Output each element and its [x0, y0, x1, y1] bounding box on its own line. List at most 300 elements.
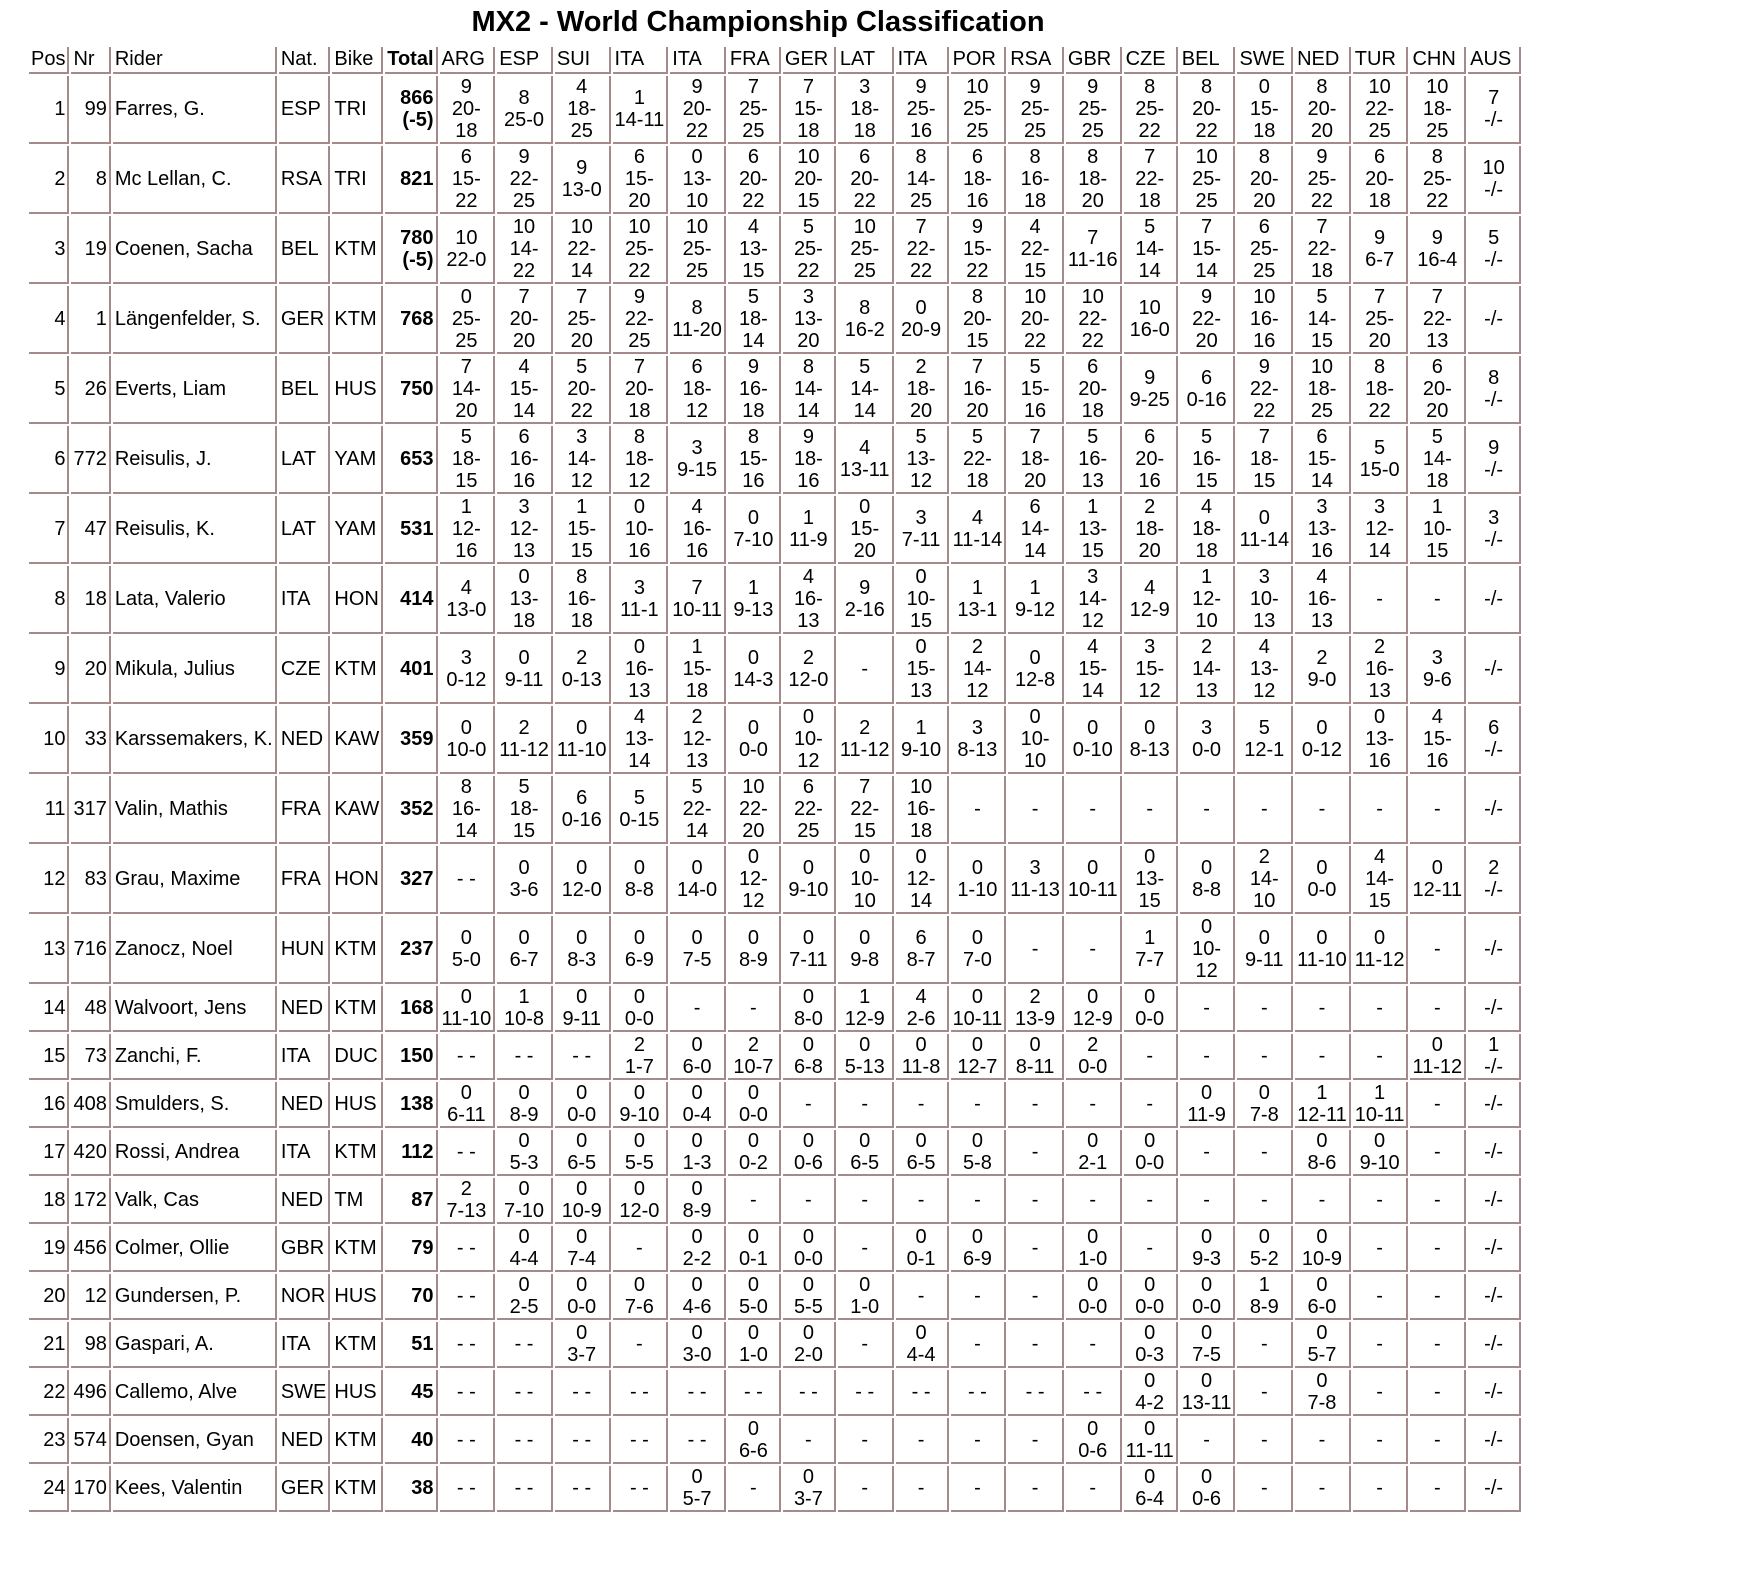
- cell-race-result: [1410, 1322, 1466, 1368]
- race-result-line: 25: [1426, 120, 1449, 142]
- race-result-line: 7-13: [446, 1200, 487, 1222]
- race-result-line: 18-: [624, 448, 654, 470]
- race-result-line: 20-: [1135, 448, 1165, 470]
- race-result-line: 4-4: [509, 1248, 539, 1270]
- race-result-line: 7: [1258, 426, 1270, 448]
- cell-race-result: [728, 986, 781, 1032]
- race-result-line: 5: [691, 776, 703, 798]
- race-result-line: -: [861, 1477, 869, 1499]
- race-result-line: 22: [742, 190, 765, 212]
- race-result-line: -: [861, 1237, 869, 1259]
- race-result-line: -: [1433, 1093, 1441, 1115]
- race-result-line: -: [1031, 1141, 1039, 1163]
- race-result-line: 7: [1144, 146, 1156, 168]
- cell-race-result: [1295, 146, 1351, 214]
- race-result-line: 10-0: [446, 739, 487, 761]
- race-result-line: 22: [628, 260, 651, 282]
- race-result-line: 5-7: [682, 1488, 712, 1510]
- race-result-line: 0: [1144, 1418, 1156, 1440]
- race-result-line: 6: [691, 356, 703, 378]
- cell-race-result: [497, 1178, 553, 1224]
- cell-nat: ITA: [279, 1130, 331, 1176]
- race-result-line: 6: [1258, 216, 1270, 238]
- race-result-line: 1: [460, 496, 472, 518]
- race-result-line: 22: [853, 190, 876, 212]
- cell-rider: Gaspari, A.: [113, 1322, 277, 1368]
- race-result-line: -: [636, 1333, 643, 1355]
- cell-race-result: [783, 1082, 836, 1128]
- race-result-line: 10-: [793, 728, 823, 750]
- cell-race-result: [670, 1226, 726, 1272]
- race-result-line: 13: [628, 680, 651, 702]
- cell-race-result: [555, 1418, 611, 1464]
- cell-race-result: [613, 146, 669, 214]
- cell-race-result: [728, 776, 781, 844]
- cell-race-result: [783, 986, 836, 1032]
- cell-race-result: [896, 1418, 949, 1464]
- cell-race-result: [1124, 1034, 1178, 1080]
- cell-race-result: [497, 216, 553, 284]
- cell-race-result: [896, 1130, 949, 1176]
- cell-race-result: [728, 1082, 781, 1128]
- race-result-line: 10: [853, 216, 876, 238]
- cell-race-result: [1066, 1370, 1122, 1416]
- cell-race-result: [838, 1034, 894, 1080]
- cell-nat: RSA: [279, 146, 331, 214]
- race-result-line: 0: [518, 927, 530, 949]
- race-result-line: -/-: [1484, 997, 1504, 1019]
- cell-total: 79: [385, 1226, 437, 1272]
- race-result-line: 18: [1368, 190, 1391, 212]
- race-result-line: 25: [1023, 120, 1047, 142]
- cell-race-result: [783, 76, 836, 144]
- cell-race-result: [1124, 1082, 1178, 1128]
- race-result-line: 25: [1368, 120, 1391, 142]
- cell-race-result: [838, 1226, 894, 1272]
- race-result-line: 12-: [1192, 588, 1222, 610]
- race-result-line: 14-: [1365, 868, 1395, 890]
- race-result-line: 0: [1201, 1466, 1213, 1488]
- race-result-line: 5-8: [962, 1152, 992, 1174]
- cell-race-result: [1295, 1226, 1351, 1272]
- race-result-line: 14: [909, 890, 933, 912]
- race-result-line: 0: [691, 1178, 703, 1200]
- cell-race-result: [1468, 356, 1521, 424]
- cell-race-result: [670, 1178, 726, 1224]
- race-result-line: 12-: [906, 868, 936, 890]
- cell-nr: 574: [71, 1418, 110, 1464]
- race-result-line: 4: [1316, 566, 1328, 588]
- race-result-line: 4: [518, 356, 530, 378]
- race-result-line: - -: [572, 1381, 592, 1403]
- race-result-line: 14-: [1192, 658, 1222, 680]
- race-result-line: 16-: [793, 588, 823, 610]
- race-result-line: -: [1260, 1381, 1268, 1403]
- cell-race-result: [1353, 846, 1409, 914]
- race-result-line: 0: [576, 1322, 588, 1344]
- cell-race-result: [1295, 1370, 1351, 1416]
- race-result-line: -: [917, 1189, 925, 1211]
- race-result-line: 15: [570, 540, 593, 562]
- race-result-line: 3: [633, 577, 645, 599]
- race-result-line: - -: [514, 1045, 534, 1067]
- race-result-line: -: [1203, 1189, 1210, 1211]
- race-result-line: -/-: [1484, 1285, 1504, 1307]
- cell-race-result: [440, 496, 496, 564]
- race-result-line: -: [1318, 798, 1326, 820]
- cell-race-result: [1295, 1322, 1351, 1368]
- race-result-line: 25: [455, 330, 478, 352]
- column-header-race-por: POR: [951, 47, 1007, 74]
- race-result-line: 16: [455, 540, 478, 562]
- race-result-line: 22-: [1192, 308, 1222, 330]
- race-result-line: - -: [456, 1045, 476, 1067]
- cell-bike: TM: [332, 1178, 383, 1224]
- race-result-line: 12: [685, 400, 709, 422]
- cell-race-result: [497, 1418, 553, 1464]
- race-result-line: 0: [1029, 706, 1041, 728]
- cell-race-result: [728, 496, 781, 564]
- cell-race-result: [838, 846, 894, 914]
- race-result-line: 0: [691, 857, 703, 879]
- table-row: [29, 1322, 1521, 1368]
- race-result-line: 14: [742, 330, 765, 352]
- race-result-line: 6-5: [567, 1152, 597, 1174]
- cell-race-result: [497, 1370, 553, 1416]
- race-result-line: 20: [628, 190, 651, 212]
- cell-nr: 33: [71, 706, 110, 774]
- race-result-line: 0: [971, 927, 983, 949]
- race-result-line: 9-15: [677, 459, 718, 481]
- race-result-line: 7: [1488, 87, 1500, 109]
- race-result-line: 14-: [509, 238, 539, 260]
- race-result-line: 8: [1144, 76, 1156, 98]
- cell-rider: Zanocz, Noel: [113, 916, 277, 984]
- race-result-line: 0: [1087, 986, 1099, 1008]
- race-result-line: 10-: [1422, 518, 1452, 540]
- cell-total: 750: [385, 356, 437, 424]
- race-result-line: - -: [456, 1429, 476, 1451]
- race-result-line: -: [1433, 1429, 1441, 1451]
- cell-race-result: [555, 846, 611, 914]
- cell-race-result: [497, 496, 553, 564]
- cell-race-result: [896, 1322, 949, 1368]
- cell-bike: KTM: [332, 1130, 383, 1176]
- race-result-line: 3: [1029, 857, 1041, 879]
- cell-bike: KTM: [332, 1466, 383, 1512]
- cell-race-result: [1295, 1466, 1351, 1512]
- race-result-line: - -: [572, 1429, 592, 1451]
- cell-race-result: [497, 776, 553, 844]
- race-result-line: 4: [1258, 636, 1270, 658]
- cell-race-result: [838, 1082, 894, 1128]
- race-result-line: 20-: [1307, 98, 1337, 120]
- race-result-line: 25: [797, 820, 820, 842]
- race-result-line: 2: [1029, 986, 1041, 1008]
- race-result-line: 16-: [682, 518, 712, 540]
- cell-race-result: [1066, 566, 1122, 634]
- race-result-line: 15-: [567, 518, 597, 540]
- race-result-line: - -: [456, 1477, 476, 1499]
- cell-race-result: [1066, 76, 1122, 144]
- race-result-line: 7: [691, 577, 703, 599]
- column-header-race-ger: GER: [783, 47, 836, 74]
- race-result-line: 15-: [1135, 658, 1165, 680]
- cell-race-result: [670, 286, 726, 354]
- cell-race-result: [838, 286, 894, 354]
- cell-race-result: [783, 426, 836, 494]
- race-result-line: 0-13: [561, 669, 602, 691]
- race-result-line: 22: [966, 260, 989, 282]
- cell-race-result: [1124, 776, 1178, 844]
- race-result-line: -: [1376, 1237, 1383, 1259]
- cell-race-result: [1410, 566, 1466, 634]
- cell-race-result: [1066, 146, 1122, 214]
- cell-race-result: [1353, 1322, 1409, 1368]
- cell-race-result: [1237, 1466, 1293, 1512]
- race-result-line: 14-: [567, 448, 597, 470]
- race-result-line: -: [1260, 1477, 1268, 1499]
- race-result-line: 15: [1023, 260, 1047, 282]
- race-result-line: 0-0: [1192, 1296, 1222, 1318]
- race-result-line: 13-: [1135, 868, 1165, 890]
- cell-race-result: [1180, 1034, 1236, 1080]
- race-result-line: -: [750, 1189, 757, 1211]
- race-result-line: 7: [1087, 227, 1099, 249]
- race-result-line: 18-: [1365, 378, 1395, 400]
- race-result-line: 9-10: [619, 1104, 660, 1126]
- cell-total: 87: [385, 1178, 437, 1224]
- cell-race-result: [555, 1082, 611, 1128]
- race-result-line: 13-: [738, 238, 768, 260]
- race-result-line: 0-6: [1078, 1440, 1108, 1462]
- race-result-line: 7: [747, 76, 759, 98]
- cell-race-result: [497, 1130, 553, 1176]
- race-result-line: 10-9: [561, 1200, 602, 1222]
- race-result-line: 20: [1138, 540, 1161, 562]
- cell-race-result: [1295, 1274, 1351, 1320]
- race-result-line: 25-: [906, 98, 936, 120]
- cell-race-result: [728, 1418, 781, 1464]
- cell-bike: KTM: [332, 216, 383, 284]
- race-result-line: 0: [1316, 1130, 1328, 1152]
- cell-race-result: [613, 986, 669, 1032]
- cell-race-result: [670, 146, 726, 214]
- cell-bike: KTM: [332, 1322, 383, 1368]
- cell-nr: 317: [71, 776, 110, 844]
- race-result-line: 7: [802, 76, 814, 98]
- race-result-line: 4-2: [1135, 1392, 1165, 1414]
- race-result-line: 0-0: [1307, 879, 1337, 901]
- race-result-line: 2: [633, 1034, 645, 1056]
- race-result-line: 0: [691, 927, 703, 949]
- race-result-line: 14-: [962, 658, 992, 680]
- race-result-line: 18-: [906, 378, 936, 400]
- cell-race-result: [613, 1322, 669, 1368]
- table-row: [29, 566, 1521, 634]
- cell-race-result: [1295, 566, 1351, 634]
- cell-total: 112: [385, 1130, 437, 1176]
- race-result-line: 10: [1310, 356, 1334, 378]
- cell-race-result: [1237, 986, 1293, 1032]
- race-result-line: 0: [747, 1082, 759, 1104]
- cell-race-result: [951, 566, 1007, 634]
- race-result-line: 0: [691, 1130, 703, 1152]
- cell-nat: ITA: [279, 1034, 331, 1080]
- cell-race-result: [497, 356, 553, 424]
- race-result-line: 20-: [793, 168, 823, 190]
- cell-total: 359: [385, 706, 437, 774]
- race-result-line: 12-: [682, 728, 712, 750]
- race-result-line: 5: [460, 426, 472, 448]
- cell-nat: SWE: [279, 1370, 331, 1416]
- race-result-line: 5: [1087, 426, 1099, 448]
- cell-total: 653: [385, 426, 437, 494]
- race-result-line: 0: [859, 1034, 871, 1056]
- race-result-line: 2: [859, 717, 871, 739]
- cell-race-result: [1353, 76, 1409, 144]
- race-result-line: -: [1260, 798, 1268, 820]
- race-result-line: 14: [1310, 470, 1334, 492]
- table-row: [29, 1274, 1521, 1320]
- race-result-line: 6-0: [682, 1056, 712, 1078]
- race-result-line: 0: [1201, 1226, 1213, 1248]
- race-result-line: 9: [1258, 356, 1270, 378]
- race-result-line: 0: [633, 1274, 645, 1296]
- race-result-line: -/-: [1484, 109, 1504, 131]
- race-result-line: 0: [747, 1322, 759, 1344]
- cell-race-result: [497, 566, 553, 634]
- race-result-line: 9: [859, 577, 871, 599]
- race-result-line: 22: [1310, 190, 1334, 212]
- cell-race-result: [555, 636, 611, 704]
- race-result-line: 12: [909, 470, 933, 492]
- cell-rider: Mikula, Julius: [113, 636, 277, 704]
- cell-pos: 6: [29, 426, 69, 494]
- race-result-line: 18-: [567, 98, 597, 120]
- cell-rider: Kees, Valentin: [113, 1466, 277, 1512]
- cell-race-result: [783, 1322, 836, 1368]
- race-result-line: 7: [1431, 286, 1443, 308]
- cell-pos: 3: [29, 216, 69, 284]
- cell-race-result: [1468, 1370, 1521, 1416]
- cell-race-result: [613, 916, 669, 984]
- race-result-line: 0-0: [738, 739, 768, 761]
- cell-race-result: [440, 706, 496, 774]
- race-result-line: 10-11: [1067, 879, 1118, 901]
- cell-race-result: [1410, 1226, 1466, 1272]
- cell-race-result: [670, 1082, 726, 1128]
- cell-race-result: [1295, 286, 1351, 354]
- cell-race-result: [1353, 146, 1409, 214]
- race-result-line: 18: [1138, 190, 1161, 212]
- race-result-line: 6: [971, 146, 983, 168]
- race-result-line: -: [1433, 1477, 1441, 1499]
- cell-race-result: [613, 1130, 669, 1176]
- race-result-line: 0: [1431, 857, 1443, 879]
- cell-race-result: [1237, 146, 1293, 214]
- race-result-line: 20-: [624, 378, 654, 400]
- cell-race-result: [613, 1082, 669, 1128]
- race-result-line: 13-0: [561, 179, 602, 201]
- cell-race-result: [896, 846, 949, 914]
- race-result-line: - -: [514, 1381, 534, 1403]
- cell-race-result: [728, 1178, 781, 1224]
- race-result-line: 0-6: [1192, 1488, 1222, 1510]
- race-result-line: 15: [512, 820, 536, 842]
- cell-race-result: [1353, 1178, 1409, 1224]
- race-result-line: 20: [742, 820, 765, 842]
- cell-bike: KTM: [332, 1226, 383, 1272]
- table-row: [29, 1034, 1521, 1080]
- cell-race-result: [783, 1274, 836, 1320]
- race-result-line: 3: [802, 286, 814, 308]
- cell-race-result: [670, 426, 726, 494]
- cell-race-result: [1124, 1418, 1178, 1464]
- race-result-line: -: [917, 1285, 925, 1307]
- race-result-line: 25: [853, 260, 876, 282]
- race-result-line: 0: [1144, 1130, 1156, 1152]
- cell-race-result: [1008, 1466, 1064, 1512]
- race-result-line: 0: [576, 986, 588, 1008]
- cell-race-result: [1008, 146, 1064, 214]
- race-result-line: 0-1: [906, 1248, 936, 1270]
- cell-race-result: [1066, 846, 1122, 914]
- cell-race-result: [951, 216, 1007, 284]
- cell-race-result: [1124, 1274, 1178, 1320]
- cell-race-result: [728, 356, 781, 424]
- race-result-line: 18-: [1192, 518, 1222, 540]
- cell-race-result: [1066, 776, 1122, 844]
- race-result-line: 1: [859, 986, 871, 1008]
- race-result-line: 0: [691, 1274, 703, 1296]
- race-result-line: 1: [1431, 496, 1443, 518]
- race-result-line: 16: [797, 470, 820, 492]
- race-result-line: 18: [1426, 470, 1449, 492]
- race-result-line: 0: [859, 846, 871, 868]
- race-result-line: 25-: [1365, 308, 1395, 330]
- cell-race-result: [613, 1418, 669, 1464]
- race-result-line: 12-1: [1244, 739, 1285, 761]
- cell-race-result: [1008, 1418, 1064, 1464]
- cell-race-result: [497, 1226, 553, 1272]
- race-result-line: 0-6: [793, 1152, 823, 1174]
- cell-race-result: [1410, 1466, 1466, 1512]
- cell-bike: YAM: [332, 496, 383, 564]
- cell-nr: 8: [71, 146, 110, 214]
- cell-race-result: [1066, 1034, 1122, 1080]
- cell-race-result: [1008, 776, 1064, 844]
- race-result-line: 10-9: [1301, 1248, 1342, 1270]
- race-result-line: 8: [1258, 146, 1270, 168]
- table-row: [29, 356, 1521, 424]
- race-result-line: -: [917, 1429, 925, 1451]
- race-result-line: 6-11: [447, 1104, 486, 1126]
- cell-bike: HUS: [332, 1082, 383, 1128]
- cell-race-result: [1410, 146, 1466, 214]
- race-result-line: 14: [455, 820, 478, 842]
- column-header-race-ita: ITA: [613, 47, 669, 74]
- table-row: [29, 146, 1521, 214]
- race-result-line: 0: [802, 1322, 814, 1344]
- race-result-line: 11-8: [901, 1056, 941, 1078]
- cell-race-result: [1066, 1466, 1122, 1512]
- race-result-line: 13: [1310, 610, 1334, 632]
- cell-bike: HON: [332, 566, 383, 634]
- race-result-line: 13: [1253, 610, 1276, 632]
- race-result-line: -: [1433, 798, 1441, 820]
- race-result-line: 12-: [509, 518, 539, 540]
